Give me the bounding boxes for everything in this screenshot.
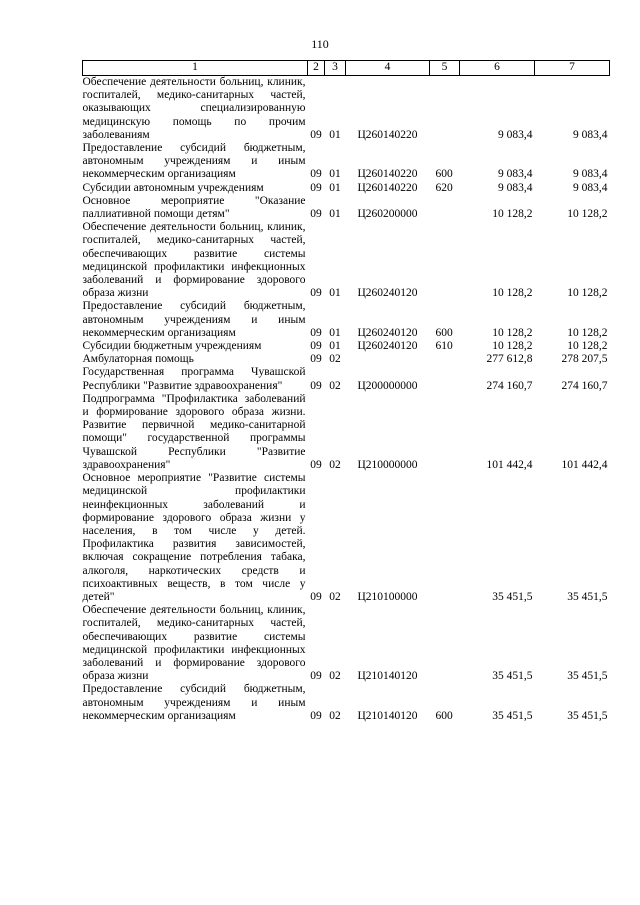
amount-col7: 278 207,5 bbox=[561, 353, 608, 366]
table-row bbox=[83, 604, 610, 683]
row-name: Государственная программа Чувашской Республики "Развитие здравоохранения" bbox=[82, 366, 306, 392]
amount-col7: 35 451,5 bbox=[567, 709, 608, 722]
section-code: 09 bbox=[310, 670, 322, 683]
row-name: Предоставление субсидий бюджетным, автономным учреждениям и иным некоммерческим организациям bbox=[82, 300, 306, 339]
target-article-code: Ц200000000 bbox=[357, 379, 418, 392]
target-article-code: Ц260240120 bbox=[357, 287, 418, 300]
amount-col6: 10 128,2 bbox=[492, 287, 533, 300]
amount-col7: 9 083,4 bbox=[573, 128, 608, 141]
expense-type-code: 610 bbox=[435, 340, 453, 353]
amount-col6: 9 083,4 bbox=[498, 128, 533, 141]
table-row bbox=[83, 300, 610, 340]
amount-col7: 9 083,4 bbox=[573, 181, 608, 194]
amount-col6: 101 442,4 bbox=[486, 458, 533, 471]
table-row bbox=[83, 221, 610, 300]
expense-type-code: 600 bbox=[435, 168, 453, 181]
amount-col7: 101 442,4 bbox=[561, 458, 608, 471]
subsection-code: 01 bbox=[329, 128, 341, 141]
subsection-code: 01 bbox=[329, 208, 341, 221]
subsection-code: 01 bbox=[329, 340, 341, 353]
column-header-5: 5 bbox=[430, 61, 460, 76]
target-article-code: Ц210000000 bbox=[357, 458, 418, 471]
amount-col7: 10 128,2 bbox=[567, 326, 608, 339]
subsection-code: 02 bbox=[329, 590, 341, 603]
column-header-6: 6 bbox=[460, 61, 535, 76]
subsection-code: 02 bbox=[329, 670, 341, 683]
subsection-code: 02 bbox=[329, 379, 341, 392]
table-header bbox=[83, 61, 610, 76]
amount-col6: 35 451,5 bbox=[492, 709, 533, 722]
column-header-2: 2 bbox=[308, 61, 325, 76]
row-name: Предоставление субсидий бюджетным, автономным учреждениям и иным некоммерческим организациям bbox=[82, 683, 306, 722]
section-code: 09 bbox=[310, 326, 322, 339]
section-code: 09 bbox=[310, 168, 322, 181]
amount-col6: 35 451,5 bbox=[492, 590, 533, 603]
expense-type-code bbox=[430, 604, 460, 683]
expense-type-code bbox=[430, 221, 460, 300]
subsection-code: 01 bbox=[329, 287, 341, 300]
subsection-code: 01 bbox=[329, 326, 341, 339]
table-row bbox=[83, 340, 610, 353]
row-name: Подпрограмма "Профилактика заболеваний и формирование здорового образа жизни. Развитие первичной медико-санитарной помощи" государственной программы Чувашской Республики "Развитие здравоохранения" bbox=[82, 392, 306, 471]
target-article-code: Ц260200000 bbox=[357, 208, 418, 221]
table-row bbox=[83, 195, 610, 221]
section-code: 09 bbox=[310, 709, 322, 722]
amount-col6: 35 451,5 bbox=[492, 670, 533, 683]
column-header-7: 7 bbox=[535, 61, 610, 76]
amount-col7: 10 128,2 bbox=[567, 340, 608, 353]
row-name: Обеспечение деятельности больниц, клиник, госпиталей, медико-санитарных частей, обеспечивающих развитие системы медицинской профилактики инфекционных заболеваний и формирование здорового образа жизни bbox=[82, 221, 306, 300]
section-code: 09 bbox=[310, 340, 322, 353]
row-name: Амбулаторная помощь bbox=[82, 353, 194, 366]
section-code: 09 bbox=[310, 287, 322, 300]
amount-col7: 10 128,2 bbox=[567, 287, 608, 300]
expense-type-code: 620 bbox=[435, 181, 453, 194]
target-article-code: Ц260140220 bbox=[357, 168, 418, 181]
amount-col6: 274 160,7 bbox=[486, 379, 533, 392]
section-code: 09 bbox=[310, 379, 322, 392]
table-row bbox=[83, 76, 610, 143]
row-name: Субсидии автономным учреждениям bbox=[82, 181, 264, 194]
subsection-code: 02 bbox=[329, 353, 341, 366]
table-row bbox=[83, 683, 610, 723]
amount-col6: 10 128,2 bbox=[492, 208, 533, 221]
row-name: Субсидии бюджетным учреждениям bbox=[82, 340, 262, 353]
amount-col7: 9 083,4 bbox=[573, 168, 608, 181]
table-row bbox=[83, 472, 610, 604]
target-article-code: Ц260140220 bbox=[357, 181, 418, 194]
amount-col7: 35 451,5 bbox=[567, 590, 608, 603]
row-name: Обеспечение деятельности больниц, клиник, госпиталей, медико-санитарных частей, обеспечивающих развитие системы медицинской профилактики инфекционных заболеваний и формирование здорового образа жизни bbox=[82, 604, 306, 683]
amount-col6: 9 083,4 bbox=[498, 181, 533, 194]
amount-col6: 9 083,4 bbox=[498, 168, 533, 181]
row-name: Основное мероприятие "Развитие системы медицинской профилактики неинфекционных заболеваний и формирование здорового образа жизни у населения, в том числе у детей. Профилактика развития зависимостей, включая сокращение потребления табака, алкоголя, наркотических средств и психоактивных веществ, в том числе у детей" bbox=[82, 472, 306, 603]
amount-col7: 35 451,5 bbox=[567, 670, 608, 683]
expense-type-code bbox=[430, 393, 460, 472]
column-header-3: 3 bbox=[325, 61, 346, 76]
section-code: 09 bbox=[310, 208, 322, 221]
subsection-code: 02 bbox=[329, 458, 341, 471]
section-code: 09 bbox=[310, 181, 322, 194]
budget-table bbox=[82, 60, 610, 723]
expense-type-code: 600 bbox=[435, 326, 453, 339]
subsection-code: 01 bbox=[329, 181, 341, 194]
section-code: 09 bbox=[310, 128, 322, 141]
expense-type-code: 600 bbox=[435, 709, 453, 722]
target-article-code: Ц260140220 bbox=[357, 128, 418, 141]
table-row bbox=[83, 142, 610, 182]
target-article-code: Ц260240120 bbox=[357, 340, 418, 353]
subsection-code: 01 bbox=[329, 168, 341, 181]
expense-type-code bbox=[430, 353, 460, 366]
table-body bbox=[83, 76, 610, 723]
section-code: 09 bbox=[310, 353, 322, 366]
expense-type-code bbox=[430, 76, 460, 143]
subsection-code: 02 bbox=[329, 709, 341, 722]
target-article-code: Ц210100000 bbox=[357, 590, 418, 603]
target-article-code: Ц260240120 bbox=[357, 326, 418, 339]
amount-col6: 10 128,2 bbox=[492, 340, 533, 353]
page-number: 110 bbox=[311, 37, 329, 51]
amount-col7: 10 128,2 bbox=[567, 208, 608, 221]
target-article-code: Ц210140120 bbox=[357, 709, 418, 722]
expense-type-code bbox=[430, 472, 460, 604]
expense-type-code bbox=[430, 366, 460, 392]
amount-col7: 274 160,7 bbox=[561, 379, 608, 392]
table-row bbox=[83, 353, 610, 366]
table-row bbox=[83, 366, 610, 392]
amount-col6: 10 128,2 bbox=[492, 326, 533, 339]
expense-type-code bbox=[430, 195, 460, 221]
section-code: 09 bbox=[310, 590, 322, 603]
target-article-code: Ц210140120 bbox=[357, 670, 418, 683]
table-row bbox=[83, 182, 610, 195]
amount-col6: 277 612,8 bbox=[486, 353, 533, 366]
row-name: Основное мероприятие "Оказание паллиативной помощи детям" bbox=[82, 194, 306, 221]
target-article-code bbox=[346, 353, 430, 366]
column-header-4: 4 bbox=[346, 61, 430, 76]
row-name: Предоставление субсидий бюджетным, автономным учреждениям и иным некоммерческим организациям bbox=[82, 142, 306, 181]
table-row bbox=[83, 393, 610, 472]
section-code: 09 bbox=[310, 458, 322, 471]
row-name: Обеспечение деятельности больниц, клиник, госпиталей, медико-санитарных частей, оказывающих специализированную медицинскую помощь по прочим заболеваниям bbox=[82, 76, 306, 141]
column-header-1: 1 bbox=[83, 61, 308, 76]
header-row bbox=[83, 61, 610, 76]
